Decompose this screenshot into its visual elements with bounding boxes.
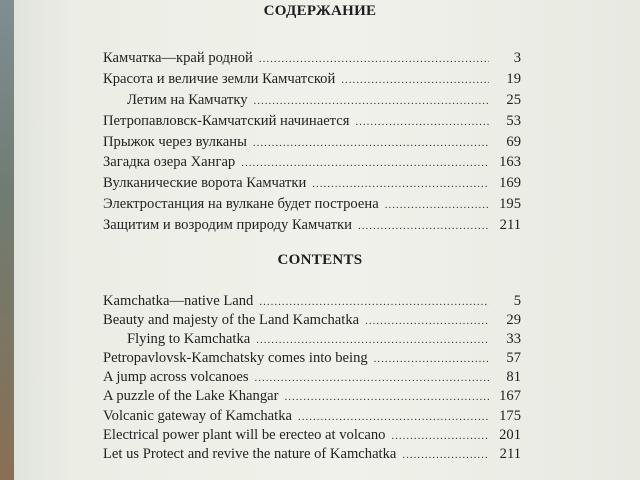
- toc-entry-title: A jump across volcanoes: [103, 369, 249, 386]
- toc-entry-page: 163: [499, 154, 521, 171]
- toc-entry: [103, 132, 521, 153]
- toc-entry-page: 167: [499, 388, 521, 405]
- toc-entry: [103, 69, 521, 90]
- toc-entry: [103, 173, 521, 194]
- dot-leader: [312, 174, 489, 195]
- toc-entry-title: Flying to Kamchatka: [127, 331, 251, 348]
- toc-entry: [103, 48, 521, 69]
- dot-leader: [256, 331, 489, 350]
- toc-entry: [103, 387, 521, 406]
- toc-entry-page: 81: [506, 369, 521, 386]
- toc-entry-title: Камчатка—край родной: [103, 50, 253, 66]
- toc-entry-title: Летим на Камчатку: [127, 91, 248, 108]
- toc-entry-title: Защитим и возродим природу Камчатки: [103, 217, 352, 234]
- dot-leader: [391, 427, 489, 446]
- dot-leader: [255, 369, 489, 388]
- toc-entry: [103, 368, 521, 387]
- dot-leader: [259, 293, 489, 312]
- toc-entry-title: A puzzle of the Lake Khangar: [103, 388, 279, 405]
- toc-entry-title: Petropavlovsk-Kamchatsky comes into being: [103, 350, 368, 367]
- toc-entry-sub: [103, 90, 521, 111]
- toc-entry-page: 29: [506, 312, 521, 329]
- dot-leader: [341, 70, 489, 91]
- toc-entry-page: 169: [499, 175, 521, 192]
- toc-entry-page: 3: [513, 50, 521, 66]
- dot-leader: [241, 153, 489, 174]
- toc-entry-page: 195: [499, 196, 521, 213]
- dot-leader: [365, 312, 489, 331]
- toc-entry: [103, 445, 521, 464]
- toc-entry-sub: [103, 330, 521, 349]
- toc-list-ru: [103, 48, 521, 236]
- dot-leader: [358, 216, 489, 237]
- dot-leader: [298, 408, 489, 427]
- toc-entry-page: 69: [506, 133, 521, 150]
- toc-entry-title: Загадка озера Хангар: [103, 154, 236, 171]
- toc-entry: [103, 111, 521, 132]
- toc-entry-title: Beauty and majesty of the Land Kamchatka: [103, 312, 360, 329]
- toc-entry-page: 211: [499, 217, 521, 234]
- toc-entry-title: Вулканические ворота Камчатки: [103, 175, 307, 192]
- dot-leader: [284, 388, 489, 407]
- toc-entry-title: Kamchatka—native Land: [103, 293, 254, 309]
- dot-leader: [355, 112, 489, 133]
- toc-entry: [103, 194, 521, 215]
- toc-entry-page: 53: [506, 112, 521, 129]
- toc-entry-page: 25: [506, 91, 521, 108]
- facing-page-edge: [0, 0, 14, 480]
- toc-entry-page: 201: [499, 426, 521, 443]
- toc-entry-page: 57: [506, 350, 521, 367]
- toc-entry: [103, 349, 521, 368]
- toc-list-en: [103, 292, 521, 464]
- toc-entry: [103, 292, 521, 311]
- toc-entry-title: Электростанция на вулкане будет построена: [103, 196, 379, 213]
- toc-entry: [103, 215, 521, 236]
- contents-heading-ru: СОДЕРЖАНИЕ: [263, 3, 377, 19]
- toc-entry: [103, 311, 521, 330]
- toc-entry-title: Петропавловск-Камчатский начинается: [103, 112, 350, 129]
- dot-leader: [259, 49, 489, 70]
- dot-leader: [374, 350, 489, 369]
- toc-entry-page: 33: [506, 331, 521, 348]
- dot-leader: [402, 446, 489, 465]
- toc-entry-page: 175: [499, 407, 521, 424]
- toc-entry-page: 211: [499, 445, 521, 462]
- toc-entry: [103, 152, 521, 173]
- toc-entry-page: 5: [513, 293, 521, 309]
- dot-leader: [254, 91, 489, 112]
- toc-entry-title: Прыжок через вулканы: [103, 133, 247, 150]
- toc-entry-page: 19: [506, 70, 521, 87]
- toc-entry-title: Let us Protect and revive the nature of Kamchatka: [103, 445, 397, 462]
- toc-entry: [103, 407, 521, 426]
- toc-entry-title: Electrical power plant will be erecteo at volcano: [103, 426, 386, 443]
- toc-entry: [103, 426, 521, 445]
- dot-leader: [385, 195, 489, 216]
- toc-entry-title: Volcanic gateway of Kamchatka: [103, 407, 292, 424]
- dot-leader: [253, 133, 489, 154]
- contents-heading-en: CONTENTS: [277, 252, 363, 268]
- toc-entry-title: Красота и величие земли Камчатской: [103, 70, 336, 87]
